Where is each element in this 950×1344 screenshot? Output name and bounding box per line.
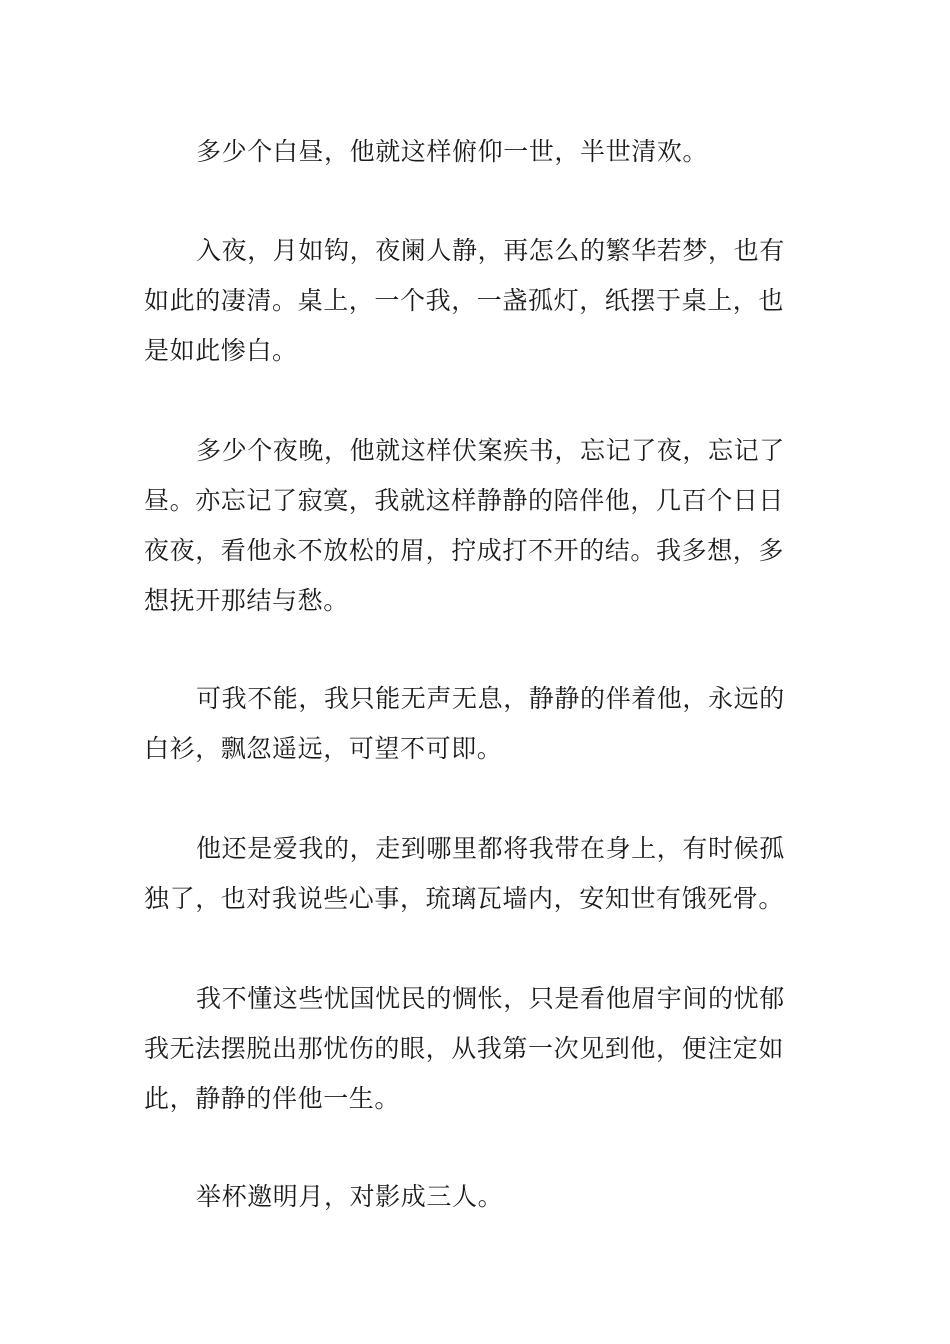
paragraph-3: 多少个夜晚，他就这样伏案疾书，忘记了夜，忘记了昼。亦忘记了寂寞，我就这样静静的陪伴他，几百个日日夜夜，看他永不放松的眉，拧成打不开的结。我多想，多想抚开那结与愁。 [144,436,785,615]
paragraph-2: 入夜，月如钩，夜阑人静，再怎么的繁华若梦，也有如此的凄清。桌上，一个我，一盏孤灯，纸摆于桌上，也是如此惨白。 [144,236,785,365]
paragraph-7: 举杯邀明月，对影成三人。 [196,1182,504,1211]
paragraph-4: 可我不能，我只能无声无息，静静的伴着他，永远的白衫，飘忽遥远，可望不可即。 [144,684,785,763]
paragraph-5: 他还是爱我的，走到哪里都将我带在身上，有时候孤独了，也对我说些心事，琉璃瓦墙内，安知世有饿死骨。 [144,834,785,913]
paragraph-6: 我不懂这些忧国忧民的惆怅，只是看他眉宇间的忧郁我无法摆脱出那忧伤的眼，从我第一次见到他，便注定如此，静静的伴他一生。 [144,984,785,1113]
paragraph-1: 多少个白昼，他就这样俯仰一世，半世清欢。 [196,137,709,166]
